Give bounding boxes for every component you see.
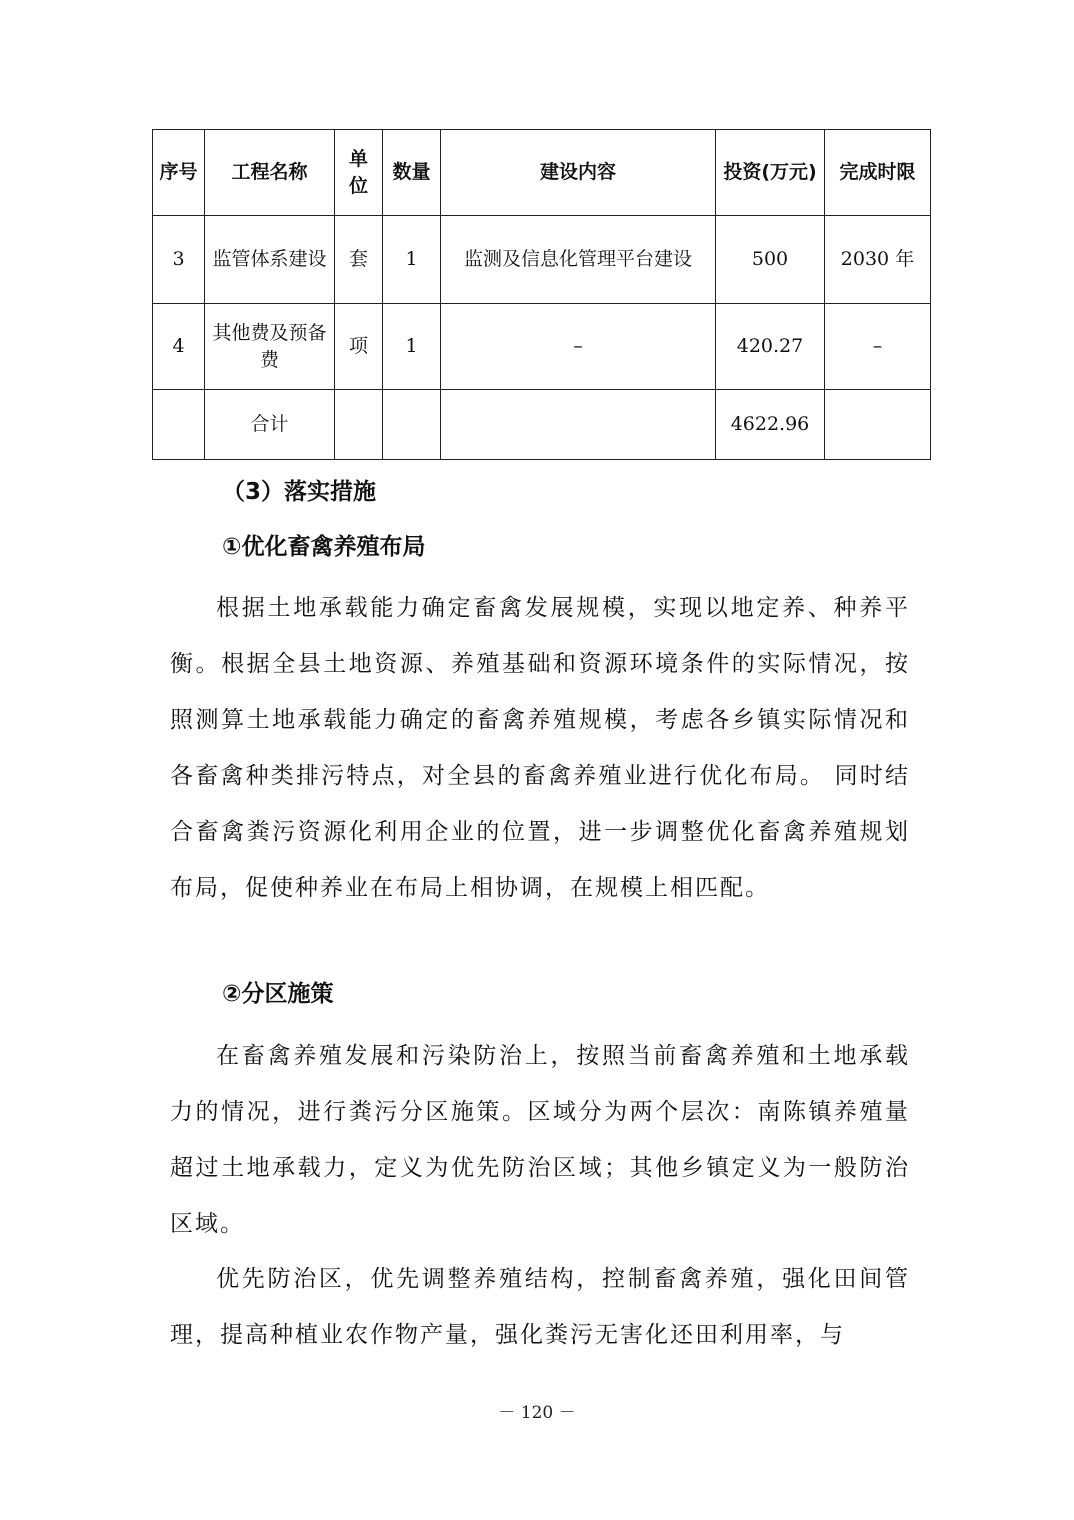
cell-qty: 1 (383, 216, 441, 304)
cell-seq: 4 (153, 304, 205, 390)
table-total-row (153, 390, 931, 460)
cell-empty (441, 390, 716, 460)
header-qty: 数量 (383, 130, 441, 216)
cell-name: 其他费及预备费 (205, 304, 335, 390)
cell-unit: 项 (335, 304, 383, 390)
cell-empty (153, 390, 205, 460)
cell-content: – (441, 304, 716, 390)
header-invest: 投资(万元) (716, 130, 825, 216)
table-row (153, 216, 931, 304)
paragraph-2: 在畜禽养殖发展和污染防治上，按照当前畜禽养殖和土地承载力的情况，进行粪污分区施策。区域分为两个层次：南陈镇养殖量超过土地承载力，定义为优先防治区域；其他乡镇定义为一般防治区域。 (170, 1043, 910, 1237)
subsection-heading-2: ②分区施策 (222, 981, 334, 1007)
paragraph-3: 优先防治区，优先调整养殖结构，控制畜禽养殖，强化田间管理，提高种植业农作物产量，强化粪污无害化还田利用率，与 (170, 1266, 910, 1348)
header-name: 工程名称 (205, 130, 335, 216)
cell-name: 监管体系建设 (205, 216, 335, 304)
cell-qty: 1 (383, 304, 441, 390)
cell-seq: 3 (153, 216, 205, 304)
project-table (152, 129, 931, 460)
cell-invest: 500 (716, 216, 825, 304)
subsection-heading-1: ①优化畜禽养殖布局 (222, 534, 426, 560)
cell-unit: 套 (335, 216, 383, 304)
header-content: 建设内容 (441, 130, 716, 216)
header-deadline: 完成时限 (825, 130, 931, 216)
cell-deadline: – (825, 304, 931, 390)
header-unit: 单位 (335, 130, 383, 216)
cell-deadline: 2030 年 (825, 216, 931, 304)
cell-total-label: 合计 (205, 390, 335, 460)
cell-empty (383, 390, 441, 460)
cell-total-invest: 4622.96 (716, 390, 825, 460)
header-seq: 序号 (153, 130, 205, 216)
table-header-row (153, 130, 931, 216)
page-number: － 120 － (498, 1403, 576, 1423)
cell-empty (825, 390, 931, 460)
cell-invest: 420.27 (716, 304, 825, 390)
cell-empty (335, 390, 383, 460)
table-row (153, 304, 931, 390)
section-heading: （3）落实措施 (222, 479, 377, 505)
cell-content: 监测及信息化管理平台建设 (441, 216, 716, 304)
paragraph-1: 根据土地承载能力确定畜禽发展规模，实现以地定养、种养平衡。根据全县土地资源、养殖基础和资源环境条件的实际情况，按照测算土地承载能力确定的畜禽养殖规模，考虑各乡镇实际情况和各畜禽种类排污特点，对全县的畜禽养殖业进行优化布局。 同时结合畜禽粪污资源化利用企业的位置，进一步调整优化畜禽养殖规划布局，促使种养业在布局上相协调，在规模上相匹配。 (170, 595, 910, 901)
